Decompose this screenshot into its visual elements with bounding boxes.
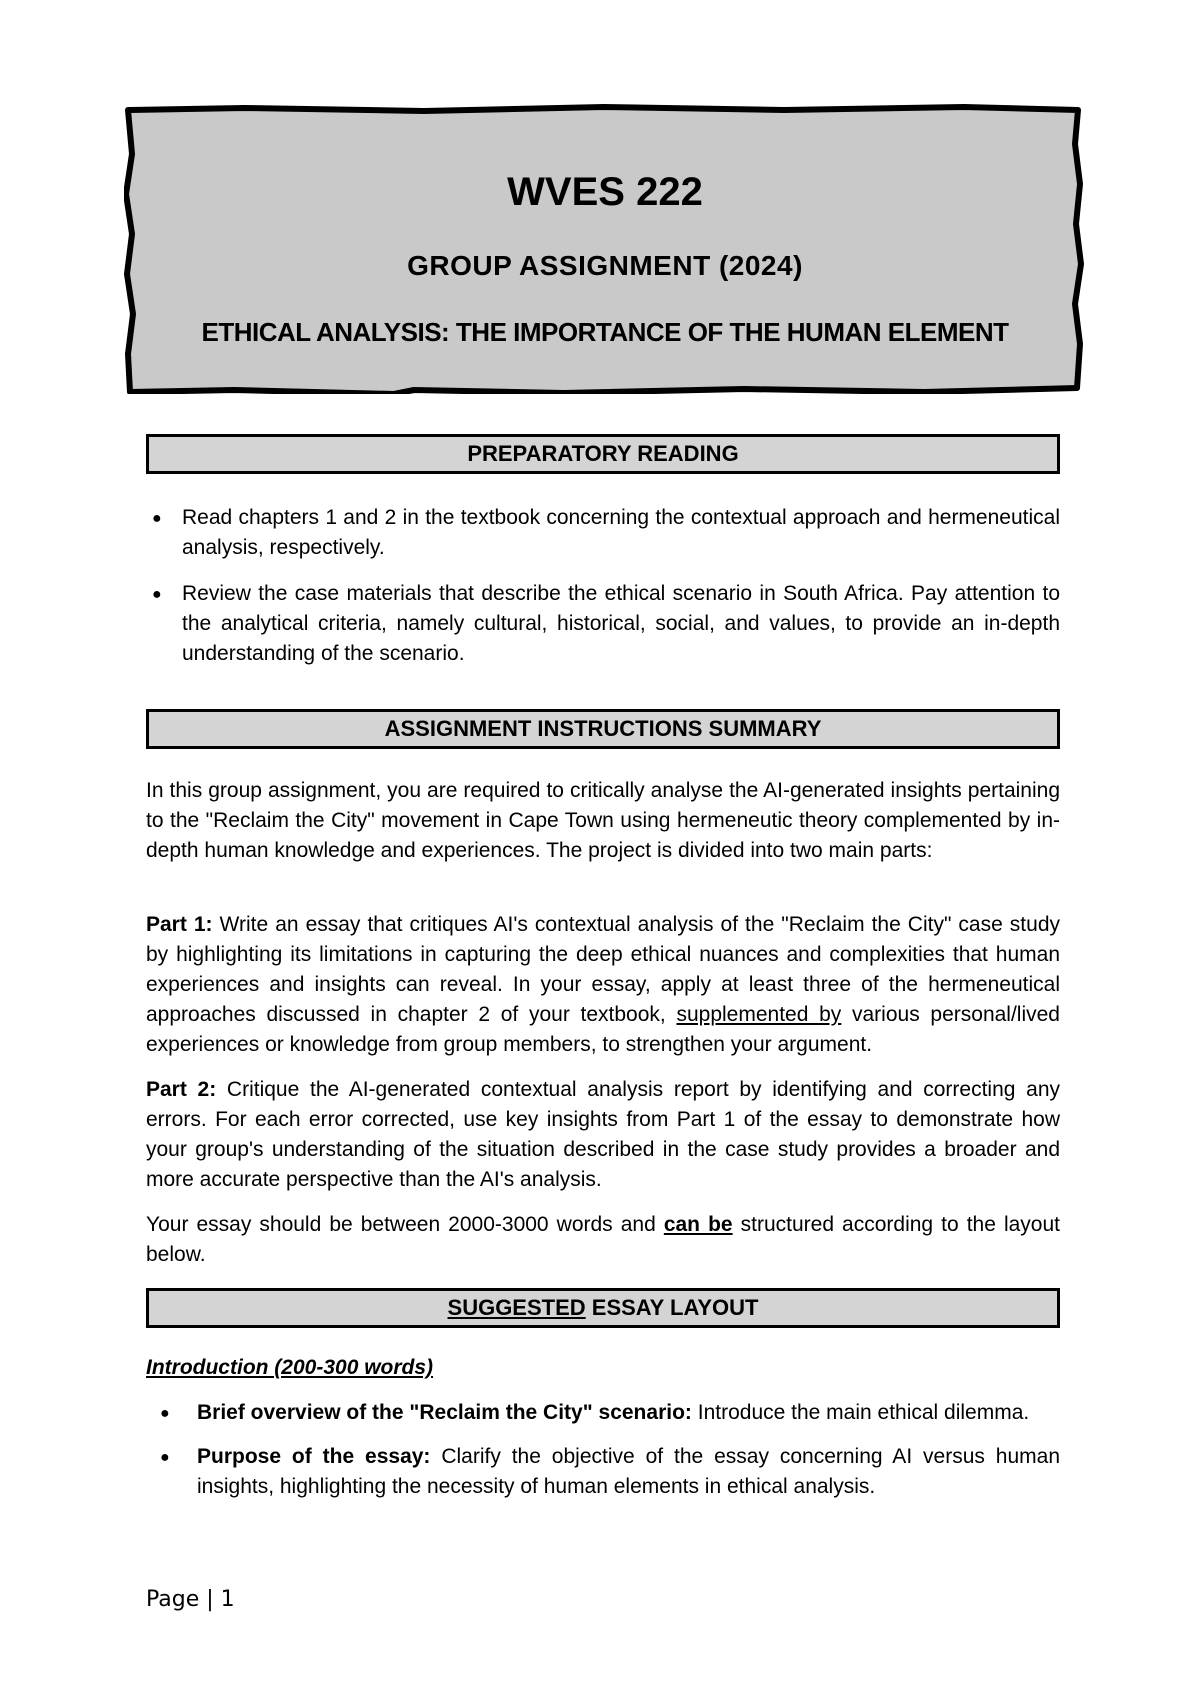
bullet-icon: ● <box>160 1449 170 1466</box>
part1-paragraph: Part 1: Write an essay that critiques AI's contextual analysis of the "Reclaim the City" case study by highlighting its limitations in capturing the deep ethical nuances and complexities that human experiences and insights can reveal. In your essay, apply at least three of the hermeneutical approaches discussed in chapter 2 of your textbook, supplemented by various personal/lived experiences or knowledge from group members, to strengthen your argument. <box>146 913 1060 1056</box>
assignment-title: GROUP ASSIGNMENT (2024) <box>407 250 803 281</box>
list-item: ● Brief overview of the "Reclaim the City" scenario: Introduce the main ethical dilemma. <box>146 1398 1060 1428</box>
list-item: ● Purpose of the essay: Clarify the objective of the essay concerning AI versus human insights, highlighting the necessity of human elements in ethical analysis. <box>160 1445 1061 1498</box>
assignment-subtitle: ETHICAL ANALYSIS: THE IMPORTANCE OF THE HUMAN ELEMENT <box>201 317 1009 347</box>
page-number: Page | 1 <box>146 1587 235 1612</box>
part2-label: Part 2: <box>146 1078 217 1101</box>
list-item: ● Read chapters 1 and 2 in the textbook concerning the contextual approach and hermeneutical analysis, respectively. <box>152 506 1060 559</box>
instructions-header: ASSIGNMENT INSTRUCTIONS SUMMARY <box>146 709 1060 749</box>
preparatory-list <box>146 503 1060 685</box>
can-be-emphasis: can be <box>663 1213 733 1236</box>
instructions-intro: In this group assignment, you are required to critically analyse the AI-generated insights pertaining to the "Reclaim the City" movement in Cape Town using hermeneutic theory complemented by in-depth human knowledge and experiences. The project is divided into two main parts: <box>146 779 1060 862</box>
supplemented-by-emphasis: supplemented by <box>676 1003 842 1026</box>
title-box <box>124 104 1084 394</box>
introduction-heading: Introduction (200-300 words) <box>146 1356 434 1379</box>
essay-layout-list <box>146 1398 1060 1516</box>
preparatory-reading-header: PREPARATORY READING <box>146 434 1060 474</box>
part2-paragraph: Part 2: Critique the AI-generated contextual analysis report by identifying and correcting any errors. For each error corrected, use key insights from Part 1 of the essay to demonstrate how your group's understanding of the situation described in the case study provides a broader and more accurate perspective than the AI's analysis. <box>146 1078 1061 1191</box>
course-code: WVES 222 <box>507 170 703 214</box>
length-paragraph: Your essay should be between 2000-3000 words and can be structured according to the layout below. <box>146 1213 1061 1266</box>
part1-label: Part 1: <box>146 913 213 936</box>
bullet-icon: ● <box>160 1405 170 1422</box>
essay-layout-header: SUGGESTED ESSAY LAYOUT <box>146 1288 1060 1328</box>
list-item: ● Review the case materials that describe the ethical scenario in South Africa. Pay attention to the analytical criteria, namely cultural, historical, social, and values, to provide an in-depth understanding of the scenario. <box>152 582 1060 665</box>
bullet-icon: ● <box>152 510 162 527</box>
bullet-icon: ● <box>152 586 162 603</box>
